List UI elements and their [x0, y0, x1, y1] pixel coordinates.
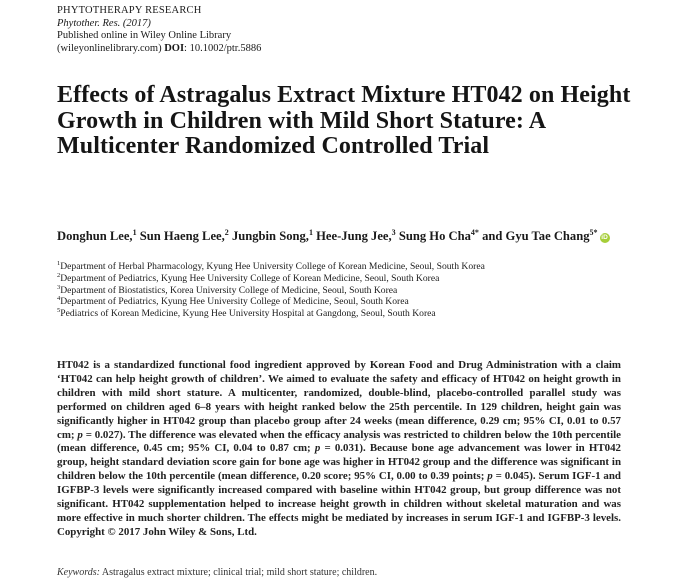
affiliation-item [57, 296, 485, 308]
author-affiliation-marker: 2 [224, 227, 229, 237]
affiliation-item [57, 308, 485, 320]
affiliation-text: Department of Pediatrics, Kyung Hee University College of Korean Medicine, Seoul, South Korea [60, 272, 440, 284]
author-name[interactable]: Sung Ho Cha [398, 229, 471, 243]
author-name[interactable]: Jungbin Song, [231, 229, 309, 243]
doi-label: DOI [164, 42, 185, 54]
affiliation-item [57, 273, 485, 285]
abstract-text: = 0.031). Because bone age advancement was lower in HT042 group, height standard deviation score gain for bone age was higher in HT042 group and the difference was significant in children below the 10th percentile (mean difference, 0.20 score; 95% CI, 0.00 to 0.39 points; [57, 442, 621, 483]
affiliation-text: Department of Pediatrics, Kyung Hee University College of Medicine, Seoul, South Korea [60, 296, 409, 308]
author-affiliation-marker: 5* [589, 227, 598, 237]
affiliation-list [57, 261, 485, 320]
affiliation-text: Department of Biostatistics, Korea University College of Medicine, Seoul, South Korea [60, 284, 398, 296]
doi-value: : 10.1002/ptr.5886 [184, 42, 262, 54]
affiliation-number: 1 [57, 259, 61, 267]
affiliation-number: 5 [57, 307, 61, 314]
paper-title: Effects of Astragalus Extract Mixture HT042 on Height Growth in Children with Mild Short Stature: A Multicenter Randomized Controlled Trial [57, 82, 631, 159]
keywords [57, 567, 377, 578]
journal-name: PHYTOTHERAPY RESEARCH [57, 5, 202, 16]
affiliation-number: 3 [57, 283, 61, 291]
journal-citation: Phytother. Res. (2017) [57, 17, 151, 29]
author-list: Donghun Lee,$^1$ Sun Haeng Lee,$^2$ Jungbin Song,$^1$ Hee-Jung Jee,$^3$ Sung Ho Cha$^{4*}$ and Gyu Tae Chang$^{5*}$iD [57, 227, 608, 243]
p-value-symbol: p [77, 428, 83, 441]
author-affiliation-marker: 3 [391, 227, 396, 237]
affiliation-text: Department of Herbal Pharmacology, Kyung Hee University College of Korean Medicine, Seoul, South Korea [60, 261, 485, 272]
abstract [57, 359, 621, 540]
affiliation-item [57, 285, 485, 297]
author-name[interactable]: Donghun Lee, [57, 229, 133, 243]
author-name[interactable]: Sun Haeng Lee, [139, 229, 225, 243]
keywords-text: Astragalus extract mixture; clinical trial; mild short stature; children. [99, 567, 378, 578]
author-affiliation-marker: 1 [132, 227, 137, 237]
journal-header [57, 5, 261, 55]
affiliation-item [57, 261, 485, 273]
affiliation-number: 2 [57, 271, 61, 279]
p-value-symbol: p [314, 442, 321, 455]
author-affiliation-marker: 4* [470, 227, 479, 237]
affiliation-number: 4 [57, 295, 61, 303]
author-affiliation-marker: 1 [308, 227, 313, 237]
source-site: (wileyonlinelibrary.com) [57, 42, 162, 54]
abstract-text: = 0.045). Serum IGF-1 and IGFBP-3 levels were significantly increased compared with baseline within HT042 group, but group difference was not significant. HT042 supplementation helped to increase height growth in children without skeletal maturation and was more effective in much shorter children. The effects might be mediated by increases in serum IGF-1 and IGFBP-3 levels. Copyright © 2017 John Wiley & Sons, Ltd. [57, 470, 621, 538]
doi-line [57, 43, 261, 56]
author-name[interactable]: Hee-Jung Jee, [316, 229, 392, 243]
author-name[interactable]: Gyu Tae Chang [505, 229, 590, 243]
orcid-icon[interactable]: iD [601, 234, 608, 241]
abstract-text: = 0.027). The difference was elevated when the efficacy analysis was restricted to children below the 10th percentile (mean difference, 0.45 cm; 95% CI, 0.04 to 0.87 cm; [57, 428, 621, 455]
abstract-text: HT042 is a standardized functional food ingredient approved by Korean Food and Drug Administration with a claim ‘HT042 can help height growth of children’. We aimed to evaluate the safety and efficacy of HT042 on height growth in children with mild short stature. A multicenter, randomized, double-blind, placebo-controlled parallel study was performed on children aged 6–8 years with height ranked below the 25th percentile. In 129 children, height gain was significantly higher in HT042 group than placebo group after 24 weeks (mean difference, 0.29 cm; 95% CI, 0.01 to 0.57 cm; [57, 359, 621, 441]
keywords-label: Keywords: [57, 567, 100, 578]
publication-note: Published online in Wiley Online Library [57, 30, 232, 42]
affiliation-text: Pediatrics of Korean Medicine, Kyung Hee University Hospital at Gangdong, Seoul, South Korea [60, 308, 436, 320]
p-value-symbol: p [487, 470, 493, 483]
